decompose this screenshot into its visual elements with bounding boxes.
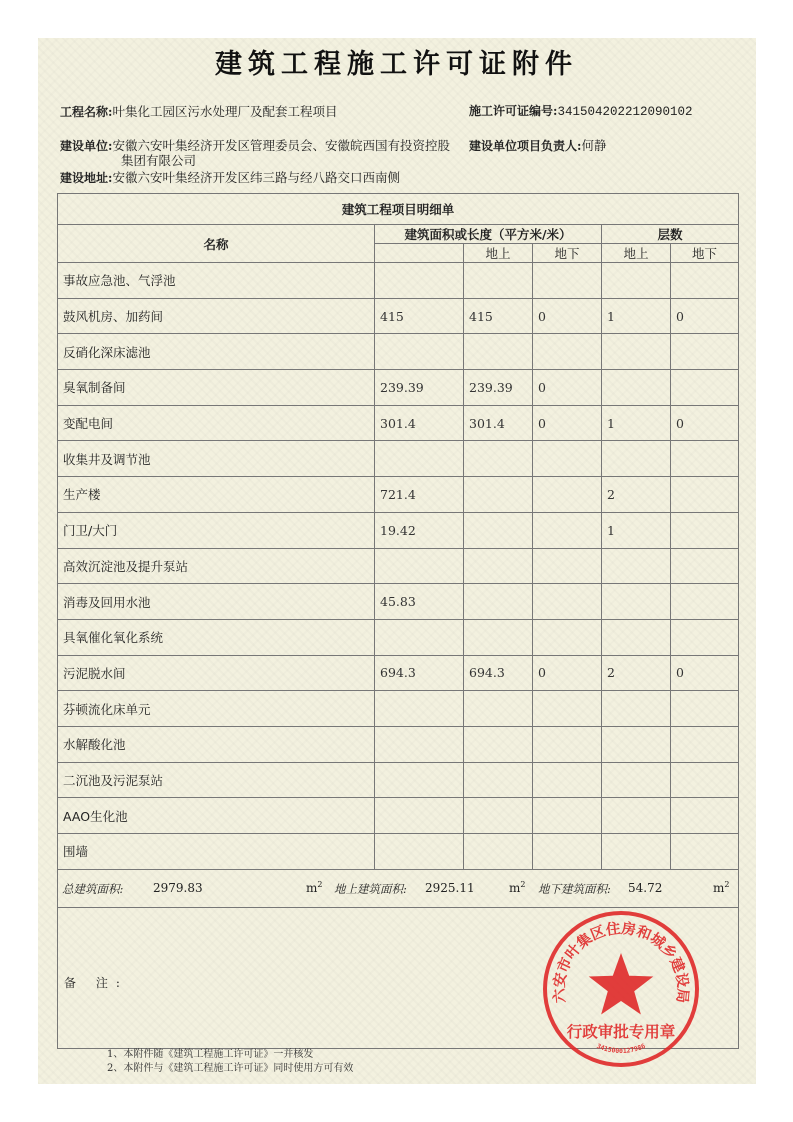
project-leader-field [469,136,606,154]
seal-code: 3415000127986 [595,1041,647,1055]
item-area-below [533,548,602,584]
item-floors-below [671,441,739,477]
item-floors-below [671,263,739,299]
project-leader-label: 建设单位项目负责人: [469,139,582,153]
item-area-below [533,584,602,620]
item-floors-below [671,548,739,584]
item-area [375,726,464,762]
item-area-below [533,263,602,299]
builder-value-line2: 集团有限公司 [121,153,197,168]
above-area-value: 2925.11 [425,880,475,895]
table-row [58,798,739,834]
item-name: AAO生化池 [58,798,375,834]
table-row [58,405,739,441]
item-floors-below: 0 [671,405,739,441]
item-area-above [464,441,533,477]
item-floors-above [602,370,671,406]
item-floors-below [671,691,739,727]
item-area-above [464,619,533,655]
address-field [60,168,400,186]
item-name: 臭氧制备间 [58,370,375,406]
item-name: 芬顿流化床单元 [58,691,375,727]
item-area-below: 0 [533,655,602,691]
item-floors-above [602,798,671,834]
item-floors-above [602,834,671,870]
item-name: 具氧催化氧化系统 [58,619,375,655]
item-area-above: 415 [464,298,533,334]
item-floors-above: 2 [602,655,671,691]
table-row [58,619,739,655]
item-area-below: 0 [533,405,602,441]
below-area-label: 地下建筑面积: [538,881,611,896]
item-area-above: 301.4 [464,405,533,441]
item-area-above [464,584,533,620]
item-area [375,441,464,477]
table-row [58,762,739,798]
item-area-below [533,619,602,655]
item-area-below [533,726,602,762]
subheader-floors-above: 地上 [602,244,671,263]
item-floors-below [671,584,739,620]
note-2: 2、本附件与《建筑工程施工许可证》同时使用方可有效 [107,1063,354,1074]
item-floors-below [671,512,739,548]
item-name: 二沉池及污泥泵站 [58,762,375,798]
item-floors-below [671,726,739,762]
table-row [58,548,739,584]
table-row [58,726,739,762]
table-row [58,834,739,870]
builder-field [60,136,450,154]
item-floors-above [602,762,671,798]
item-area [375,263,464,299]
item-area-above [464,334,533,370]
project-name-field [60,102,337,120]
below-area-unit: $m^2$ [713,879,730,895]
seal-star-icon [589,953,654,1015]
seal-top-text: 六安市叶集区住房和城乡建设局 [551,921,691,1004]
item-name: 变配电间 [58,405,375,441]
item-area-above [464,762,533,798]
item-name: 生产楼 [58,477,375,513]
item-area [375,798,464,834]
item-name: 污泥脱水间 [58,655,375,691]
project-name-value: 叶集化工园区污水处理厂及配套工程项目 [112,104,338,119]
item-area [375,834,464,870]
item-area-below [533,512,602,548]
item-area: 239.39 [375,370,464,406]
item-floors-below [671,477,739,513]
item-area [375,619,464,655]
item-floors-above [602,691,671,727]
above-area-unit: $m^2$ [509,879,526,895]
totals-row [58,869,739,907]
blank-subheader [375,244,464,263]
item-name: 围墙 [58,834,375,870]
item-name: 鼓风机房、加药间 [58,298,375,334]
item-floors-above: 1 [602,512,671,548]
item-floors-above [602,619,671,655]
table-row [58,370,739,406]
permit-number-label: 施工许可证编号: [469,104,558,118]
item-floors-above: 1 [602,405,671,441]
builder-label: 建设单位: [60,139,113,153]
item-floors-below [671,619,739,655]
item-floors-above [602,584,671,620]
item-floors-above [602,334,671,370]
item-area-above [464,834,533,870]
permit-number-field [469,102,692,119]
item-area-below [533,798,602,834]
table-caption: 建筑工程项目明细单 [58,194,739,225]
total-area-value: 2979.83 [153,880,203,895]
item-name: 门卫/大门 [58,512,375,548]
item-area [375,334,464,370]
item-name: 事故应急池、气浮池 [58,263,375,299]
item-area-below: 0 [533,370,602,406]
table-row [58,512,739,548]
table-row [58,584,739,620]
item-area-below [533,334,602,370]
item-area-above: 694.3 [464,655,533,691]
item-area: 721.4 [375,477,464,513]
address-value: 安徽六安叶集经济开发区纬三路与经八路交口西南侧 [112,170,400,185]
item-area: 415 [375,298,464,334]
column-header-floors: 层数 [602,225,739,244]
item-area: 45.83 [375,584,464,620]
item-floors-above: 2 [602,477,671,513]
subheader-floors-below: 地下 [671,244,739,263]
item-area-above [464,691,533,727]
item-area-above [464,798,533,834]
permit-number-value: 341504202212090102 [557,105,693,119]
table-row [58,655,739,691]
table-row [58,441,739,477]
item-floors-below [671,370,739,406]
item-area [375,762,464,798]
item-floors-above [602,726,671,762]
official-seal [541,909,701,1069]
item-floors-below [671,334,739,370]
item-area [375,691,464,727]
address-label: 建设地址: [60,171,113,185]
above-area-label: 地上建筑面积: [334,881,407,896]
table-row [58,298,739,334]
subheader-area-above: 地上 [464,244,533,263]
project-leader-value: 何静 [581,138,607,153]
item-name: 消毒及回用水池 [58,584,375,620]
table-row [58,477,739,513]
table-row [58,334,739,370]
seal-bottom-text: 行政审批专用章 [566,1023,676,1041]
item-name: 反硝化深床滤池 [58,334,375,370]
totals-cell [58,869,739,907]
column-header-area: 建筑面积或长度（平方米/米） [375,225,602,244]
item-area-below [533,834,602,870]
below-area-value: 54.72 [628,880,663,895]
item-floors-above [602,263,671,299]
item-area: 301.4 [375,405,464,441]
item-area [375,548,464,584]
item-area-above [464,477,533,513]
item-floors-below [671,834,739,870]
item-area-above [464,512,533,548]
item-floors-below: 0 [671,298,739,334]
table-row [58,263,739,299]
item-floors-above: 1 [602,298,671,334]
remarks-label: 备 注: [64,975,128,990]
item-area: 694.3 [375,655,464,691]
total-area-label: 总建筑面积: [62,881,124,896]
item-area: 19.42 [375,512,464,548]
item-area-below: 0 [533,298,602,334]
item-area-above [464,726,533,762]
item-area-below [533,691,602,727]
item-floors-below [671,762,739,798]
item-area-below [533,477,602,513]
item-floors-above [602,441,671,477]
total-area-unit: $m^2$ [306,879,323,895]
builder-value-line1: 安徽六安叶集经济开发区管理委员会、安徽皖西国有投资控股 [112,138,450,153]
item-name: 收集井及调节池 [58,441,375,477]
item-floors-below [671,798,739,834]
note-1: 1、本附件随《建筑工程施工许可证》一并核发 [107,1049,314,1060]
page-title: 建筑工程施工许可证附件 [215,49,578,80]
item-name: 高效沉淀池及提升泵站 [58,548,375,584]
item-area-above [464,263,533,299]
project-name-label: 工程名称: [60,105,113,119]
item-area-below [533,762,602,798]
item-area-below [533,441,602,477]
item-area-above [464,548,533,584]
subheader-area-below: 地下 [533,244,602,263]
table-row [58,691,739,727]
column-header-name: 名称 [58,225,375,263]
item-floors-above [602,548,671,584]
item-name: 水解酸化池 [58,726,375,762]
item-floors-below: 0 [671,655,739,691]
item-area-above: 239.39 [464,370,533,406]
